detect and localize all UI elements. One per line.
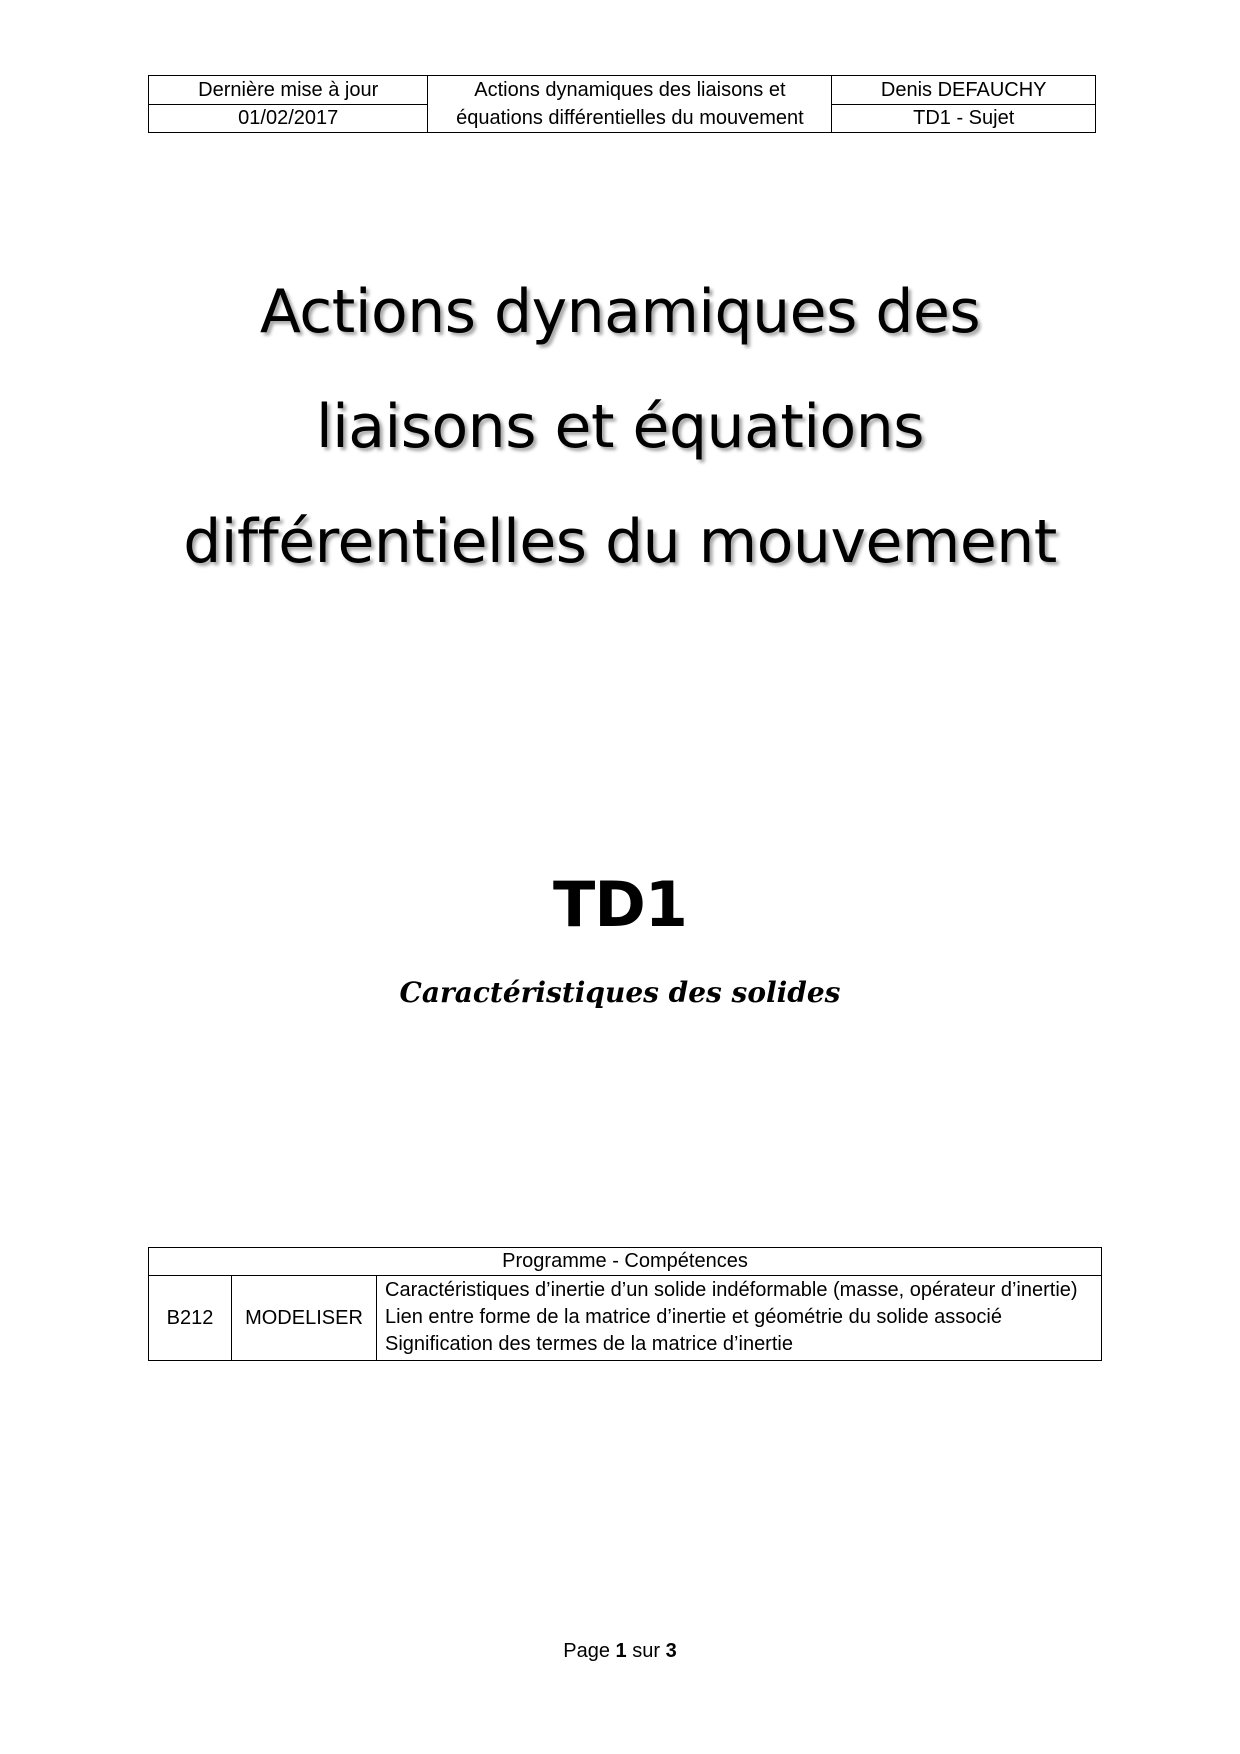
doc-type: TD1 - Sujet <box>832 104 1096 133</box>
skill-code: B212 <box>149 1276 232 1361</box>
main-title-line2: liaisons et équations <box>315 392 925 462</box>
td-subtitle: Caractéristiques des solides <box>399 976 841 1009</box>
page-footer <box>120 1640 1120 1663</box>
page-current: 1 <box>615 1640 627 1662</box>
td-label: TD1 <box>553 868 687 941</box>
course-title-cell <box>428 76 832 133</box>
update-label: Dernière mise à jour <box>149 76 428 105</box>
update-date: 01/02/2017 <box>149 104 428 133</box>
course-title-line2: équations différentielles du mouvement <box>456 107 804 129</box>
of-word: sur <box>632 1640 661 1662</box>
course-title-line1: Actions dynamiques des liaisons et <box>474 79 786 101</box>
main-title <box>120 255 1120 600</box>
skill-item: Lien entre forme de la matrice d’inertie et géométrie du solide associé <box>385 1306 1002 1328</box>
page-word: Page <box>563 1640 610 1662</box>
program-heading: Programme - Compétences <box>149 1248 1102 1276</box>
author-name: Denis DEFAUCHY <box>832 76 1096 105</box>
program-table <box>148 1247 1102 1361</box>
skill-item: Signification des termes de la matrice d’inertie <box>385 1333 793 1355</box>
page-total: 3 <box>665 1640 677 1662</box>
main-title-line3: différentielles du mouvement <box>183 507 1057 577</box>
skill-item: Caractéristiques d’inertie d’un solide indéformable (masse, opérateur d’inertie) <box>385 1279 1078 1301</box>
main-title-line1: Actions dynamiques des <box>259 277 981 347</box>
skill-descriptions <box>377 1276 1102 1361</box>
skill-verb: MODELISER <box>232 1276 377 1361</box>
header-table <box>148 75 1096 133</box>
